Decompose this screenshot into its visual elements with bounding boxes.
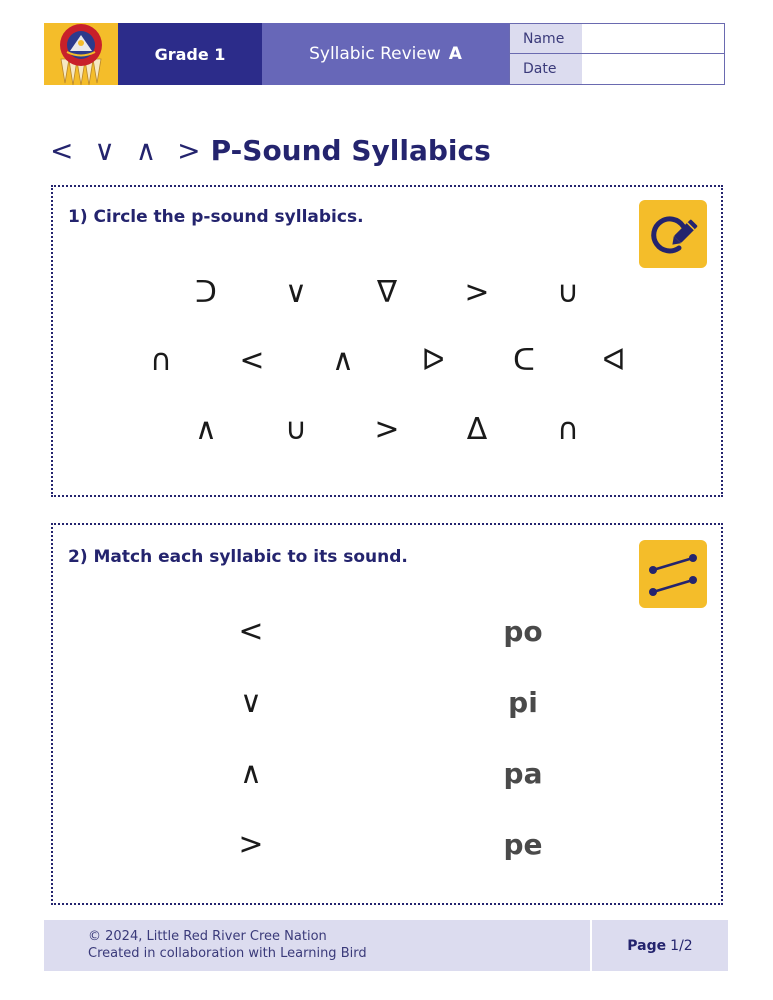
- pencil-circle-icon: [639, 200, 707, 268]
- match-sound[interactable]: po: [503, 614, 543, 648]
- syllabic-option[interactable]: >: [464, 274, 490, 310]
- copyright-text: © 2024, Little Red River Cree Nation: [88, 929, 327, 944]
- syllabic-option[interactable]: ∧: [332, 342, 354, 378]
- syllabic-option[interactable]: ᐅ: [421, 342, 445, 378]
- circle-exercise: [51, 185, 723, 497]
- match-lines-badge: [639, 540, 707, 608]
- match-pair: [53, 680, 721, 724]
- page-footer: [44, 920, 728, 971]
- match-syllabic[interactable]: ∨: [240, 684, 262, 720]
- question-1: 1) Circle the p-sound syllabics.: [68, 207, 364, 227]
- page-indicator: [590, 920, 728, 971]
- syllabic-option[interactable]: >: [374, 411, 400, 447]
- date-label: Date: [510, 54, 582, 84]
- page-label: Page: [627, 937, 667, 954]
- match-syllabic[interactable]: <: [238, 613, 264, 649]
- syllabic-option[interactable]: ᐃ: [466, 411, 488, 447]
- syllabic-row-3: [53, 409, 721, 449]
- match-lines-icon: [639, 540, 707, 608]
- review-title: Syllabic Review: [309, 44, 441, 64]
- syllabic-option[interactable]: ᐊ: [602, 342, 626, 378]
- syllabic-option[interactable]: ᑕ: [513, 342, 535, 378]
- date-row[interactable]: [510, 54, 724, 84]
- grade-label: Grade 1: [118, 23, 262, 85]
- question-2: 2) Match each syllabic to its sound.: [68, 547, 408, 567]
- pencil-circle-badge: [639, 200, 707, 268]
- match-pair: [53, 822, 721, 866]
- syllabic-option[interactable]: ∩: [557, 411, 579, 447]
- footer-credits: [88, 928, 367, 962]
- syllabic-option[interactable]: ∨: [285, 274, 307, 310]
- match-syllabic[interactable]: ∧: [240, 755, 262, 791]
- syllabic-row-1: [53, 272, 721, 312]
- syllabic-option[interactable]: ᐁ: [376, 274, 398, 310]
- syllabic-option[interactable]: ∩: [150, 342, 172, 378]
- review-banner: [262, 23, 509, 85]
- name-label: Name: [510, 24, 582, 53]
- page-number: 1/2: [670, 937, 693, 954]
- syllabic-option[interactable]: ∪: [285, 411, 307, 447]
- match-sound[interactable]: pa: [503, 756, 543, 790]
- match-syllabic[interactable]: >: [238, 826, 264, 862]
- review-version: A: [448, 44, 462, 64]
- syllabic-option[interactable]: ᑐ: [195, 274, 217, 310]
- syllabic-option[interactable]: ∪: [557, 274, 579, 310]
- collaboration-text: Created in collaboration with Learning Bird: [88, 946, 367, 961]
- match-pair: [53, 751, 721, 795]
- nation-logo: [44, 23, 118, 85]
- match-exercise: [51, 523, 723, 905]
- match-pair: [53, 609, 721, 653]
- page-title: [50, 130, 491, 170]
- title-text: P-Sound Syllabics: [210, 133, 491, 167]
- syllabic-row-2: [53, 340, 721, 380]
- student-info-table: [509, 23, 725, 85]
- name-row[interactable]: [510, 24, 724, 54]
- match-sound[interactable]: pi: [508, 685, 538, 719]
- syllabic-option[interactable]: <: [239, 342, 265, 378]
- title-syllabics: < ∨ ∧ >: [50, 133, 207, 167]
- match-sound[interactable]: pe: [503, 827, 543, 861]
- syllabic-option[interactable]: ∧: [195, 411, 217, 447]
- crest-icon: [44, 23, 118, 85]
